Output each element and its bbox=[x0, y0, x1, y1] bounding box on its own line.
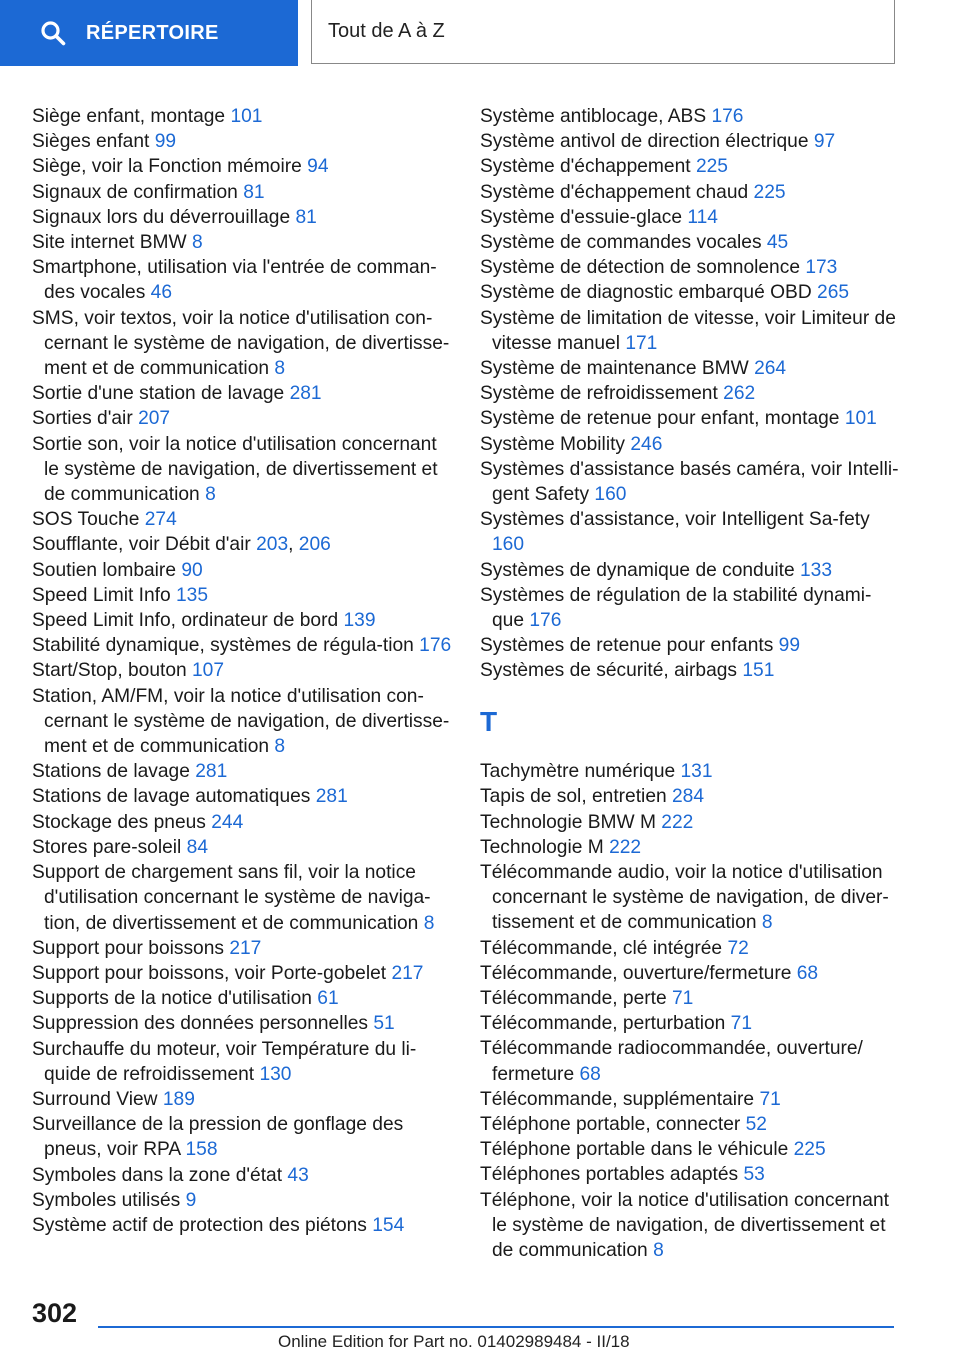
page-link[interactable]: 222 bbox=[609, 836, 642, 858]
page-number: 302 bbox=[32, 1298, 78, 1328]
index-entry bbox=[480, 154, 900, 179]
page-link[interactable]: 8 bbox=[191, 232, 203, 254]
index-entry bbox=[32, 104, 452, 129]
page-link[interactable]: 173 bbox=[805, 257, 838, 279]
page-link[interactable]: 72 bbox=[727, 937, 749, 959]
index-entry bbox=[32, 784, 452, 809]
entry-text: Système de refroidissement bbox=[480, 383, 718, 405]
page-link[interactable]: 151 bbox=[742, 660, 775, 682]
entry-text: Télécommande radiocommandée, ouverture/ fermeture bbox=[480, 1038, 863, 1085]
entry-text: Télécommande, supplémentaire bbox=[480, 1088, 755, 1110]
entry-text: Système d'échappement bbox=[480, 156, 691, 178]
page-link[interactable]: 131 bbox=[680, 761, 713, 783]
index-entry bbox=[480, 432, 900, 457]
index-entry bbox=[32, 255, 452, 305]
entry-text: Stations de lavage automatiques bbox=[32, 786, 311, 808]
index-entry bbox=[32, 230, 452, 255]
page-link[interactable]: 71 bbox=[759, 1088, 781, 1110]
index-entry bbox=[32, 684, 452, 760]
page-link[interactable]: 284 bbox=[672, 786, 705, 808]
index-entry bbox=[32, 154, 452, 179]
page-link[interactable]: 217 bbox=[229, 937, 262, 959]
page-link[interactable]: 68 bbox=[579, 1063, 601, 1085]
index-entry bbox=[480, 1036, 900, 1086]
page-link[interactable]: 281 bbox=[195, 761, 228, 783]
page-link[interactable]: 8 bbox=[761, 912, 773, 934]
entry-text: Station, AM/FM, voir la notice d'utilisation con-cernant le système de navigation, de divertisse-ment et de communication bbox=[32, 685, 450, 758]
index-entry bbox=[32, 835, 452, 860]
index-entry bbox=[32, 205, 452, 230]
entry-text: Surchauffe du moteur, voir Température du li-quide de refroidissement bbox=[32, 1038, 417, 1085]
index-entry bbox=[480, 381, 900, 406]
entry-text: Technologie BMW M bbox=[480, 811, 656, 833]
page-link[interactable]: 8 bbox=[274, 358, 286, 380]
entry-text: Siège enfant, montage bbox=[32, 106, 226, 127]
page-link[interactable]: 90 bbox=[181, 559, 203, 581]
page-link[interactable]: 45 bbox=[766, 232, 789, 254]
index-column-left bbox=[32, 104, 452, 1238]
page-link[interactable]: 225 bbox=[753, 181, 786, 203]
index-entry bbox=[480, 986, 900, 1011]
entry-text: Systèmes de dynamique de conduite bbox=[480, 559, 795, 581]
index-entry bbox=[480, 810, 900, 835]
entry-text: Siège, voir la Fonction mémoire bbox=[32, 156, 302, 178]
index-entry bbox=[480, 1112, 900, 1137]
index-entry bbox=[480, 507, 900, 557]
entry-text: Systèmes de régulation de la stabilité dynami-que bbox=[480, 584, 872, 632]
entry-text: SMS, voir textos, voir la notice d'utilisation con-cernant le système de navigation, de divertisse-ment et de communication bbox=[32, 307, 450, 380]
search-icon bbox=[40, 20, 66, 46]
index-entry bbox=[480, 180, 900, 205]
page-link[interactable]: 189 bbox=[162, 1088, 195, 1110]
index-entry bbox=[480, 1188, 900, 1264]
footer-divider bbox=[98, 1326, 894, 1328]
page-link[interactable]: 130 bbox=[259, 1063, 292, 1085]
entry-text: Stabilité dynamique, systèmes de régula-tion bbox=[32, 635, 414, 657]
entry-text: Tachymètre numérique bbox=[480, 761, 676, 783]
index-entry bbox=[32, 180, 452, 205]
page-link[interactable]: 53 bbox=[743, 1164, 765, 1186]
index-entry bbox=[480, 835, 900, 860]
entry-text: Sorties d'air bbox=[32, 408, 133, 430]
entry-text: Systèmes de retenue pour enfants bbox=[480, 635, 774, 657]
entry-text: Système de maintenance BMW bbox=[480, 358, 749, 380]
index-entry bbox=[32, 961, 452, 986]
tab-label: Tout de A à Z bbox=[328, 20, 445, 42]
entry-text: Symboles utilisés bbox=[32, 1189, 181, 1211]
index-entry bbox=[32, 986, 452, 1011]
page-link[interactable]: 8 bbox=[423, 912, 435, 934]
page-link[interactable]: 265 bbox=[817, 282, 850, 304]
index-entry bbox=[32, 810, 452, 835]
page-link[interactable]: 222 bbox=[661, 811, 694, 833]
page-link[interactable]: 114 bbox=[687, 206, 718, 228]
index-entry bbox=[480, 936, 900, 961]
entry-text: Système de retenue pour enfant, montage bbox=[480, 408, 840, 430]
entry-text: Télécommande, ouverture/fermeture bbox=[480, 962, 792, 984]
repertoire-label: RÉPERTOIRE bbox=[86, 21, 219, 44]
index-entry bbox=[32, 406, 452, 431]
page-link[interactable]: 281 bbox=[315, 786, 348, 808]
entry-text: Support de chargement sans fil, voir la notice d'utilisation concernant le système de naviga-tion, de divertissement et de communication bbox=[32, 862, 431, 934]
page-link[interactable]: 158 bbox=[185, 1139, 218, 1161]
index-entry bbox=[480, 759, 900, 784]
index-entry bbox=[480, 1011, 900, 1036]
page-link[interactable]: 154 bbox=[372, 1214, 405, 1236]
entry-text: Sortie son, voir la notice d'utilisation concernant le système de navigation, de divertissement et de communication bbox=[32, 433, 438, 506]
page-link[interactable]: 176 bbox=[419, 635, 452, 657]
entry-text: Surveillance de la pression de gonflage des pneus, voir RPA bbox=[32, 1114, 404, 1161]
entry-text: Téléphone portable dans le véhicule bbox=[480, 1139, 789, 1161]
section-letter: T bbox=[480, 705, 498, 737]
entry-text: Télécommande, clé intégrée bbox=[480, 937, 723, 959]
index-entry bbox=[480, 406, 900, 431]
page-link[interactable]: 94 bbox=[307, 156, 329, 178]
page-link[interactable]: 217 bbox=[391, 962, 424, 984]
index-entry bbox=[32, 1163, 452, 1188]
page-link[interactable]: 107 bbox=[192, 660, 225, 682]
page-link[interactable]: 262 bbox=[723, 383, 756, 405]
index-entry bbox=[480, 1162, 900, 1187]
index-entry bbox=[480, 356, 900, 381]
page-link[interactable]: 99 bbox=[154, 131, 177, 153]
page-link[interactable]: 99 bbox=[778, 635, 801, 657]
page-link[interactable]: 81 bbox=[243, 181, 265, 203]
entry-text: Sortie d'une station de lavage bbox=[32, 383, 285, 405]
page-link[interactable]: 225 bbox=[793, 1139, 826, 1161]
page-link[interactable]: 274 bbox=[144, 509, 177, 531]
page-link[interactable]: 68 bbox=[796, 962, 819, 984]
page-link[interactable]: 139 bbox=[343, 610, 376, 632]
index-entry bbox=[480, 255, 900, 280]
index-entry bbox=[480, 860, 900, 936]
page-link[interactable]: 43 bbox=[287, 1164, 309, 1186]
index-entry bbox=[32, 658, 452, 683]
page-link[interactable]: 71 bbox=[730, 1013, 752, 1035]
entry-text: Speed Limit Info bbox=[32, 584, 171, 606]
page-link[interactable]: 97 bbox=[813, 131, 836, 153]
page-link[interactable]: 8 bbox=[205, 484, 216, 506]
index-entry bbox=[32, 306, 452, 382]
index-entry bbox=[480, 280, 900, 305]
page-link[interactable]: 71 bbox=[671, 988, 694, 1010]
index-entry bbox=[32, 583, 452, 608]
page-link[interactable]: 51 bbox=[373, 1013, 395, 1035]
index-entry bbox=[32, 1213, 452, 1238]
entry-text: Système de diagnostic embarqué OBD bbox=[480, 282, 812, 304]
index-entry bbox=[480, 306, 900, 356]
repertoire-button[interactable] bbox=[0, 0, 298, 66]
page-link[interactable]: 244 bbox=[211, 811, 244, 833]
index-entry bbox=[480, 104, 900, 129]
index-entry bbox=[32, 1112, 452, 1162]
entry-text: Système antiblocage, ABS bbox=[480, 106, 707, 127]
entry-text: Télécommande, perte bbox=[480, 988, 667, 1010]
entry-text: Téléphone portable, connecter bbox=[480, 1114, 741, 1136]
page-link[interactable]: 225 bbox=[695, 156, 728, 178]
index-entry bbox=[480, 457, 900, 507]
index-entry bbox=[32, 759, 452, 784]
page-link[interactable]: 46 bbox=[150, 282, 173, 304]
index-entry bbox=[480, 658, 900, 683]
entry-text: Tapis de sol, entretien bbox=[480, 786, 667, 808]
page-link[interactable]: 84 bbox=[186, 836, 208, 858]
page-link[interactable]: 176 bbox=[529, 610, 562, 632]
entry-text: Technologie M bbox=[480, 836, 604, 858]
index-entry bbox=[32, 507, 452, 532]
page-link[interactable]: 9 bbox=[185, 1189, 197, 1211]
index-entry bbox=[480, 961, 900, 986]
index-entry bbox=[32, 129, 452, 154]
entry-text: Start/Stop, bouton bbox=[32, 660, 187, 682]
entry-text: SOS Touche bbox=[32, 509, 140, 531]
index-entry bbox=[480, 1087, 900, 1112]
entry-text: Symboles dans la zone d'état bbox=[32, 1164, 283, 1186]
index-entry bbox=[32, 1011, 452, 1036]
index-entry bbox=[480, 633, 900, 658]
index-entry: Soufflante, voir Débit d'air 203, 206 bbox=[32, 534, 331, 556]
page-link[interactable]: 206 bbox=[298, 534, 331, 556]
entry-text: Téléphone, voir la notice d'utilisation concernant le système de navigation, de divertissement et de communication bbox=[480, 1189, 889, 1262]
index-entry bbox=[480, 558, 900, 583]
index-entry bbox=[32, 1087, 452, 1112]
entry-text: Surround View bbox=[32, 1088, 158, 1110]
entry-text: Système de limitation de vitesse, voir Limiteur de vitesse manuel bbox=[480, 307, 896, 354]
entry-text: Supports de la notice d'utilisation bbox=[32, 988, 312, 1010]
entry-text: Télécommande audio, voir la notice d'utilisation concernant le système de navigation, de diver-tissement et de communication bbox=[480, 862, 889, 934]
index-entry bbox=[480, 583, 900, 633]
index-entry bbox=[480, 129, 900, 154]
page-link[interactable]: 135 bbox=[176, 584, 209, 606]
entry-text: Support pour boissons, voir Porte-gobelet bbox=[32, 962, 387, 984]
page-link[interactable]: 207 bbox=[138, 408, 171, 430]
page-link[interactable]: 176 bbox=[711, 106, 744, 127]
entry-text: Téléphones portables adaptés bbox=[480, 1164, 739, 1186]
index-entry bbox=[480, 784, 900, 809]
entry-text: Soufflante, voir Débit d'air bbox=[32, 534, 251, 556]
entry-text: Systèmes d'assistance, voir Intelligent Sa-fety bbox=[480, 509, 870, 531]
page-link[interactable]: 281 bbox=[289, 383, 322, 405]
entry-text: Soutien lombaire bbox=[32, 559, 176, 581]
header bbox=[0, 0, 960, 66]
entry-text: Speed Limit Info, ordinateur de bord bbox=[32, 610, 339, 632]
entry-text: Système antivol de direction électrique bbox=[480, 131, 809, 153]
page-link[interactable]: 264 bbox=[754, 358, 787, 380]
entry-text: Système Mobility bbox=[480, 433, 626, 455]
tab-tout-de-a-a-z[interactable] bbox=[311, 0, 895, 64]
page-link[interactable]: 8 bbox=[653, 1240, 664, 1262]
footer-edition: Online Edition for Part no. 01402989484 - II/18 bbox=[278, 1332, 630, 1351]
entry-text: Stores pare-soleil bbox=[32, 836, 182, 858]
entry-text: Système actif de protection des piétons bbox=[32, 1214, 367, 1236]
entry-text: Signaux lors du déverrouillage bbox=[32, 206, 291, 228]
entry-text: Stations de lavage bbox=[32, 761, 190, 783]
entry-text: Systèmes de sécurité, airbags bbox=[480, 660, 738, 682]
entry-text: Système d'échappement chaud bbox=[480, 181, 749, 203]
index-entry bbox=[32, 633, 452, 658]
index-entry bbox=[32, 381, 452, 406]
page-link[interactable]: 81 bbox=[295, 206, 317, 228]
entry-text: Système d'essuie-glace bbox=[480, 206, 683, 228]
entry-text: Smartphone, utilisation via l'entrée de comman-des vocales bbox=[32, 257, 437, 304]
entry-text: Télécommande, perturbation bbox=[480, 1013, 726, 1035]
index-entry bbox=[32, 860, 452, 936]
index-entry bbox=[32, 1188, 452, 1213]
page-link[interactable]: 171 bbox=[625, 332, 658, 354]
page-link[interactable]: 61 bbox=[317, 988, 339, 1010]
page-link[interactable]: 8 bbox=[274, 736, 286, 758]
entry-text: Système de détection de somnolence bbox=[480, 257, 800, 279]
index-entry bbox=[32, 432, 452, 508]
index-entry bbox=[32, 608, 452, 633]
page-link[interactable]: 101 bbox=[230, 106, 263, 127]
index-entry bbox=[480, 205, 900, 230]
page-link[interactable]: 160 bbox=[594, 484, 627, 506]
page-link[interactable]: 133 bbox=[800, 559, 833, 581]
page-link[interactable]: 203 bbox=[256, 534, 289, 556]
entry-text: Stockage des pneus bbox=[32, 811, 206, 833]
page-link[interactable]: 101 bbox=[844, 408, 877, 430]
entry-text: Site internet BMW bbox=[32, 232, 187, 254]
page-link[interactable]: 246 bbox=[630, 433, 663, 455]
entry-text: Support pour boissons bbox=[32, 937, 224, 959]
index-entry bbox=[32, 558, 452, 583]
entry-text: Signaux de confirmation bbox=[32, 181, 238, 203]
page-link[interactable]: 52 bbox=[745, 1114, 767, 1136]
index-column-right bbox=[480, 104, 900, 1263]
page-link[interactable]: 160 bbox=[492, 534, 525, 556]
entry-text: Suppression des données personnelles bbox=[32, 1013, 369, 1035]
index-entry bbox=[480, 1137, 900, 1162]
entry-text: Sièges enfant bbox=[32, 131, 150, 153]
index-entry bbox=[32, 1037, 452, 1087]
index-entry bbox=[32, 936, 452, 961]
index-entry bbox=[480, 230, 900, 255]
entry-text: Système de commandes vocales bbox=[480, 232, 762, 254]
entry-text: Systèmes d'assistance basés caméra, voir Intelli-gent Safety bbox=[480, 458, 899, 506]
